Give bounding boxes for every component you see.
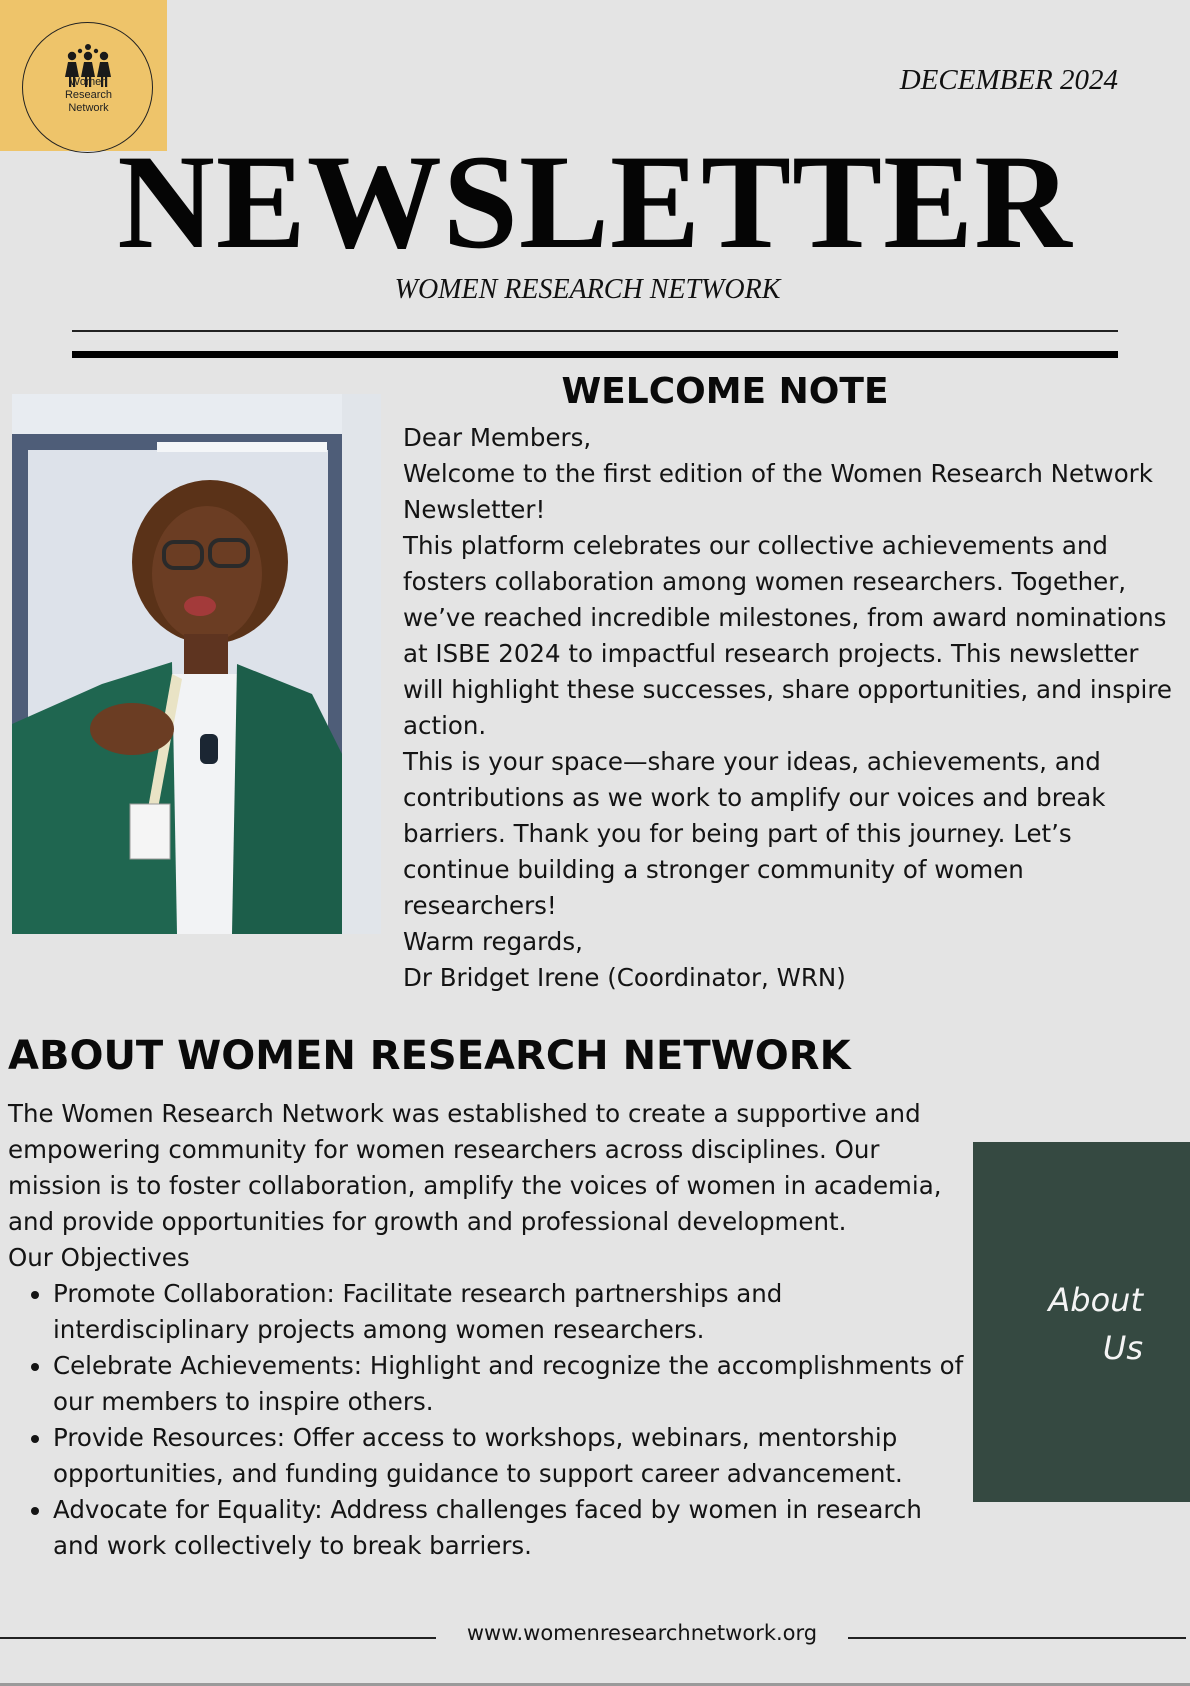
- objectives-list: [8, 1276, 973, 1564]
- welcome-paragraph: This is your space—share your ideas, achievements, and contributions as we work to amplify our voices and break barriers. Thank you for being part of this journey. Let’s continue building a stronger community of women researchers!: [403, 747, 1106, 920]
- coordinator-photo: [12, 394, 381, 934]
- divider-thin: [72, 330, 1118, 332]
- objective-item: • Promote Collaboration: Facilitate research partnerships and interdisciplinary projects among women researchers.: [53, 1276, 973, 1348]
- newsletter-title: NEWSLETTER: [117, 128, 1073, 277]
- about-title: ABOUT WOMEN RESEARCH NETWORK: [8, 1033, 851, 1079]
- website-link[interactable]: www.womenresearchnetwork.org: [466, 1621, 818, 1645]
- divider-thick: [72, 351, 1118, 358]
- welcome-paragraph: Welcome to the first edition of the Women Research Network Newsletter!: [403, 459, 1153, 524]
- issue-date: DECEMBER 2024: [899, 64, 1118, 96]
- welcome-closing: Warm regards,: [403, 927, 583, 956]
- about-content: [8, 1096, 973, 1564]
- logo-text-line3: Network: [68, 102, 109, 114]
- organization-subtitle: WOMEN RESEARCH NETWORK: [394, 274, 781, 305]
- logo-text-line1: Women: [69, 76, 108, 88]
- logo-text: [23, 76, 154, 115]
- welcome-letter: [403, 420, 1183, 996]
- welcome-paragraph: This platform celebrates our collective achievements and fosters collaboration among women researchers. Together, we’ve reached incredible milestones, from award nominations at ISBE 2024 to impactful research projects. This newsletter will highlight these successes, share opportunities, and inspire action.: [403, 531, 1172, 740]
- objective-item: • Advocate for Equality: Address challenges faced by women in research and work collectively to break barriers.: [53, 1492, 973, 1564]
- welcome-title: WELCOME NOTE: [561, 371, 889, 412]
- about-intro: The Women Research Network was established to create a supportive and empowering community for women researchers across disciplines. Our mission is to foster collaboration, amplify the voices of women in academia, and provide opportunities for growth and professional development.: [8, 1099, 942, 1236]
- welcome-salutation: Dear Members,: [403, 423, 592, 452]
- welcome-signature: Dr Bridget Irene (Coordinator, WRN): [403, 963, 846, 992]
- footer-rule-left: [0, 1637, 436, 1639]
- logo-text-line2: Research: [64, 89, 113, 101]
- coordinator-photo-illustration: [12, 394, 381, 934]
- objective-item: • Provide Resources: Offer access to workshops, webinars, mentorship opportunities, and funding guidance to support career advancement.: [53, 1420, 973, 1492]
- objectives-heading: Our Objectives: [8, 1243, 190, 1272]
- footer-rule-right: [848, 1637, 1186, 1639]
- about-us-label: About Us: [1048, 1281, 1143, 1367]
- objective-item: • Celebrate Achievements: Highlight and recognize the accomplishments of our members to inspire others.: [53, 1348, 973, 1420]
- about-us-panel: [973, 1142, 1190, 1502]
